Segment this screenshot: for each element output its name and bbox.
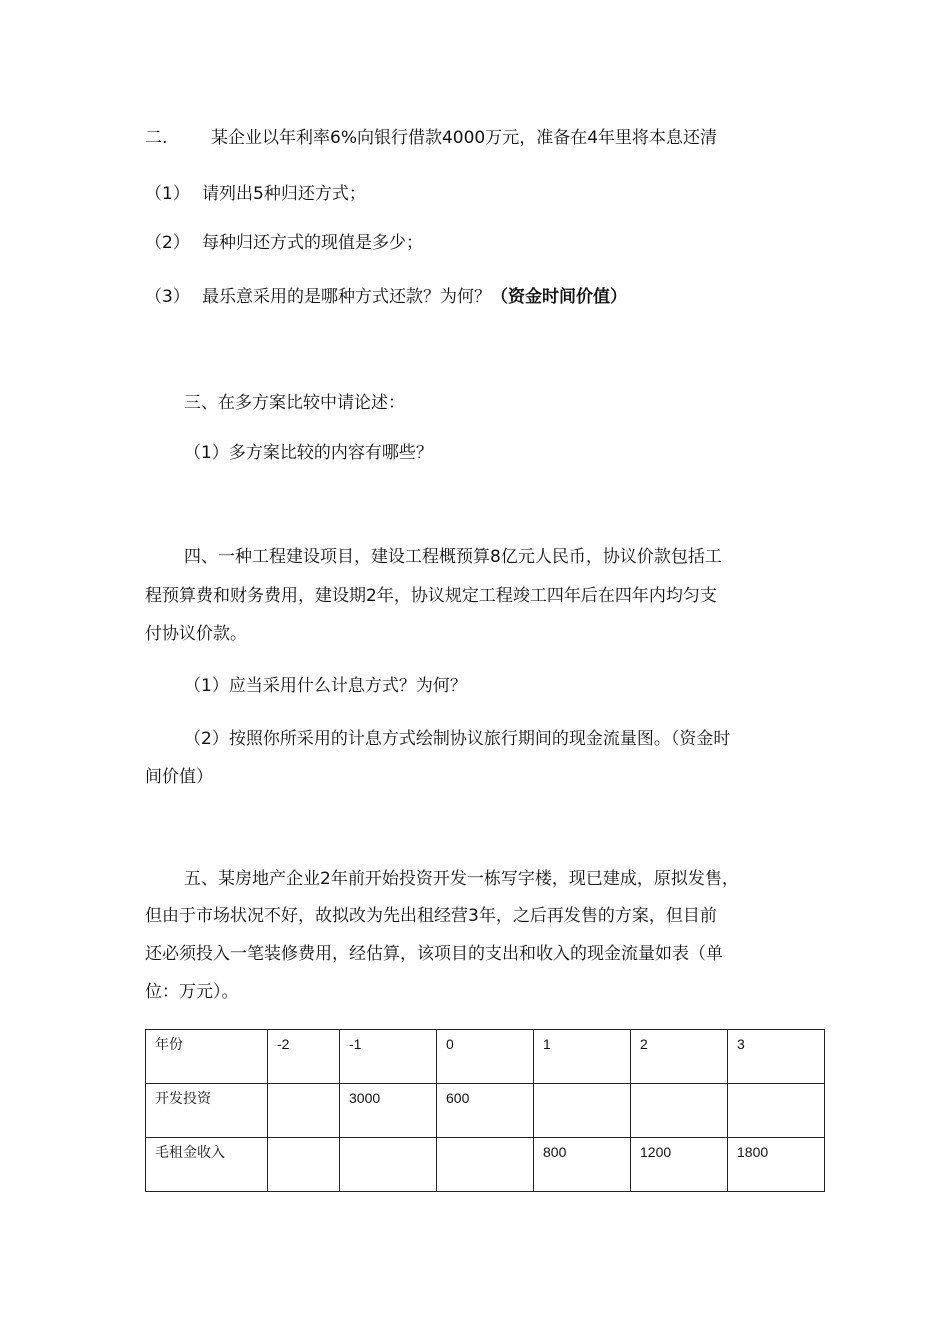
section5-paragraph-line: 但由于市场状况不好，故拟改为先出租经营3年，之后再发售的方案，但目前: [145, 906, 717, 926]
table-cell: 2: [631, 1030, 728, 1084]
table-cell: 0: [437, 1030, 534, 1084]
table-cell: -1: [340, 1030, 437, 1084]
table-cell: [534, 1084, 631, 1138]
section2-item-1: [145, 182, 366, 206]
table-cell: [340, 1138, 437, 1192]
table-cell: 1: [534, 1030, 631, 1084]
table-cell: [268, 1084, 340, 1138]
section4-paragraph-line: 程预算费和财务费用，建设期2年，协议规定工程竣工四年后在四年内均匀支: [145, 586, 717, 606]
section2-item-2: [145, 231, 423, 255]
section4-question-1: （1）应当采用什么计息方式？为何？: [184, 676, 467, 696]
table-cell: 3000: [340, 1084, 437, 1138]
section2-title: [145, 126, 717, 150]
cash-flow-table: [145, 1029, 825, 1192]
table-cell: 600: [437, 1084, 534, 1138]
table-cell: 毛租金收入: [146, 1138, 268, 1192]
table-cell: 3: [728, 1030, 825, 1084]
item-text: 每种归还方式的现值是多少；: [202, 233, 423, 253]
section4-question-2: （2）按照你所采用的计息方式绘制协议旅行期间的现金流量图。（资金时: [184, 729, 731, 749]
section5-paragraph-line: 还必须投入一笔装修费用，经估算，该项目的支出和收入的现金流量如表（单: [145, 944, 723, 964]
section5-paragraph-line: 五、某房地产企业2年前开始投资开发一栋写字楼，现已建成，原拟发售，: [184, 869, 739, 889]
table-row-rent-income: [146, 1138, 825, 1192]
section4-paragraph-line: 付协议价款。: [145, 624, 247, 644]
item-number: （3）: [145, 287, 190, 307]
table-cell: [437, 1138, 534, 1192]
table-cell: 800: [534, 1138, 631, 1192]
section4-paragraph-line: 四、一种工程建设项目，建设工程概预算8亿元人民币，协议价款包括工: [184, 547, 722, 567]
table-cell: 1200: [631, 1138, 728, 1192]
section3-title: 三、在多方案比较中请论述：: [184, 393, 405, 413]
table-row-investment: [146, 1084, 825, 1138]
table-cell: [631, 1084, 728, 1138]
topic-tag: （资金时间价值）: [491, 287, 627, 307]
table-row-year: [146, 1030, 825, 1084]
item-text: 请列出5种归还方式；: [202, 184, 366, 204]
table-cell: 开发投资: [146, 1084, 268, 1138]
item-number: （1）: [145, 184, 190, 204]
section4-question-2-cont: 间价值）: [145, 767, 213, 787]
item-number: （2）: [145, 233, 190, 253]
table-cell: 1800: [728, 1138, 825, 1192]
item-text: 最乐意采用的是哪种方式还款？为何？: [202, 287, 491, 307]
section2-number: 二.: [145, 128, 168, 148]
section3-question-1: （1）多方案比较的内容有哪些？: [184, 443, 433, 463]
table-cell: [268, 1138, 340, 1192]
section5-paragraph-line: 位：万元）。: [145, 982, 239, 1002]
section2-item-3: [145, 285, 627, 309]
table-cell: 年份: [146, 1030, 268, 1084]
table-cell: [728, 1084, 825, 1138]
table-cell: -2: [268, 1030, 340, 1084]
section2-title-text: 某企业以年利率6%向银行借款4000万元，准备在4年里将本息还清: [211, 128, 718, 148]
